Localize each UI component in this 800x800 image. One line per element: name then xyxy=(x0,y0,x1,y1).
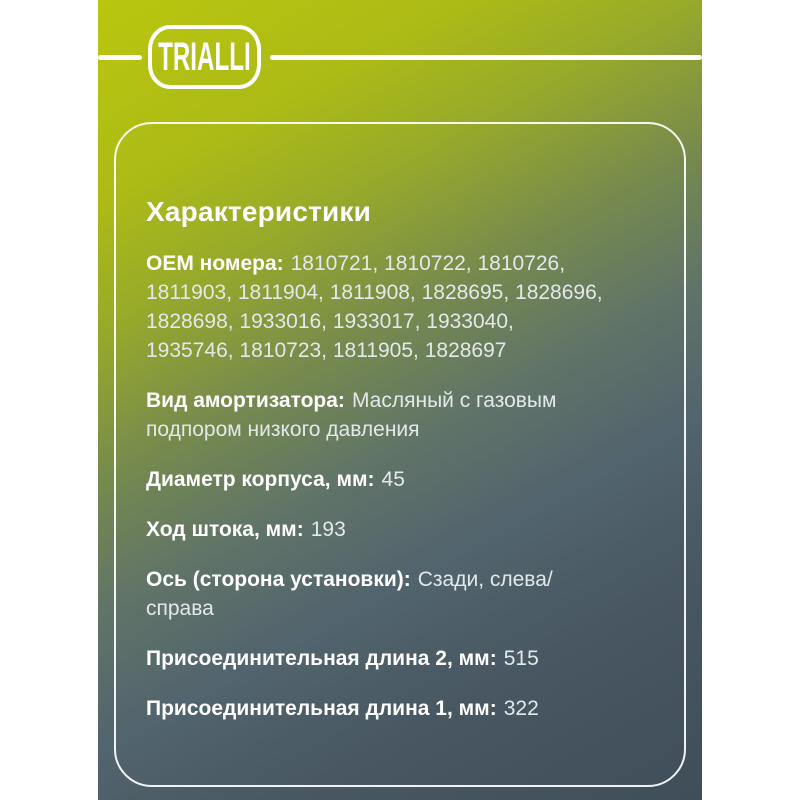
spec-label: Присоединительная длина 2, мм: xyxy=(146,647,497,670)
logo-divider-line-right xyxy=(270,55,702,60)
logo-divider-line-left xyxy=(98,55,142,60)
spec-row-oem xyxy=(146,249,606,365)
spec-row-length-1 xyxy=(146,694,606,723)
spec-value: 45 xyxy=(381,468,405,491)
spec-row-length-2 xyxy=(146,644,606,673)
spec-label: Присоединительная длина 1, мм: xyxy=(146,697,497,720)
specs-title: Характеристики xyxy=(146,196,372,227)
spec-label: Ход штока, мм: xyxy=(146,518,304,541)
spec-row-axle-side xyxy=(146,565,606,623)
spec-label: Вид амортизатора: xyxy=(146,389,345,412)
spec-row-type xyxy=(146,386,606,444)
spec-label: Ось (сторона установки): xyxy=(146,568,411,591)
spec-row-body-diameter xyxy=(146,465,606,494)
spec-value: 322 xyxy=(503,697,539,720)
trialli-logo-text: TRIALLI xyxy=(158,33,251,79)
spec-value: Масляный с газовым подпором низкого давления xyxy=(146,389,557,441)
trialli-logo-badge xyxy=(148,25,261,89)
spec-value: 193 xyxy=(310,518,346,541)
spec-value: Сзади, слева/справа xyxy=(146,568,553,620)
spec-value: 1810721, 1810722, 1810726, 1811903, 1811904, 1811908, 1828695, 1828696, 1828698, 1933016, 1933017, 1933040, 1935746, 1810723, 1811905, 1828697 xyxy=(146,252,603,362)
spec-label: Диаметр корпуса, мм: xyxy=(146,468,375,491)
gradient-background xyxy=(98,0,702,800)
specs-card xyxy=(114,122,686,787)
spec-label: OEM номера: xyxy=(146,252,284,275)
spec-value: 515 xyxy=(503,647,539,670)
spec-row-rod-stroke xyxy=(146,515,606,544)
